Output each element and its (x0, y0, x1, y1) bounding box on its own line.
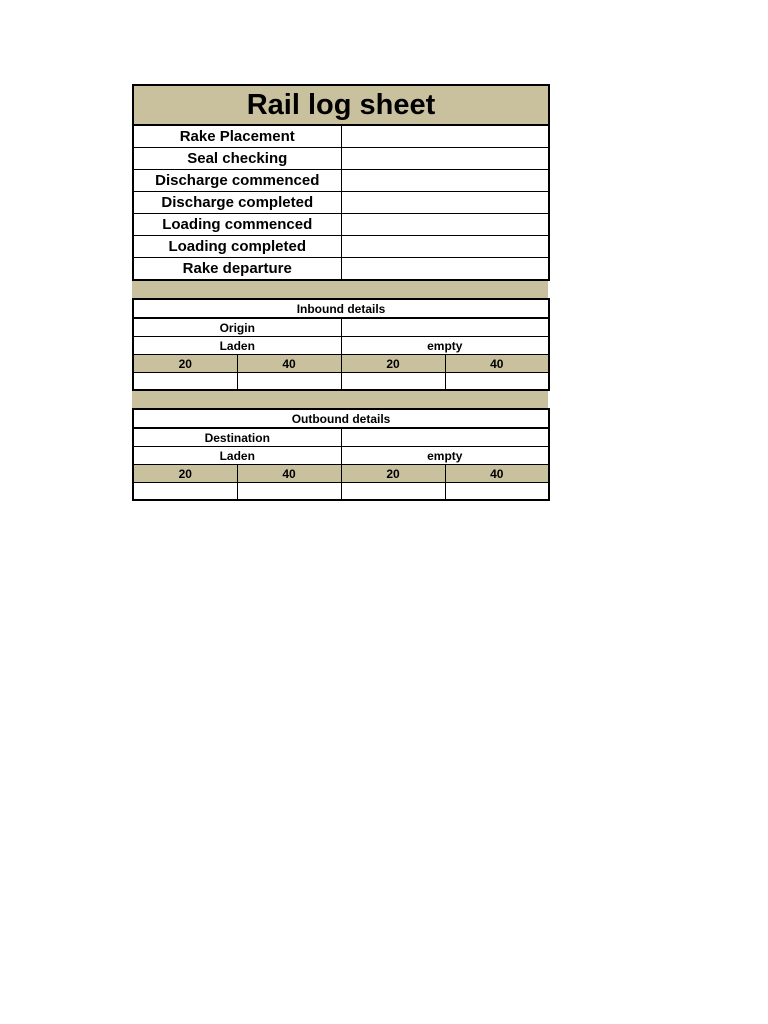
title-row (133, 85, 549, 125)
inbound-count-empty-20[interactable] (341, 373, 445, 391)
section-divider (132, 281, 548, 298)
outbound-size-laden-20: 20 (133, 465, 237, 483)
inbound-status-row (133, 337, 549, 355)
outbound-count-empty-20[interactable] (341, 483, 445, 501)
inbound-size-row (133, 355, 549, 373)
inbound-size-empty-40: 40 (445, 355, 549, 373)
outbound-destination-value[interactable] (341, 428, 549, 447)
inbound-origin-row (133, 318, 549, 337)
sheet-title: Rail log sheet (133, 85, 549, 125)
outbound-size-empty-40: 40 (445, 465, 549, 483)
section-divider (132, 391, 548, 408)
inbound-heading: Inbound details (133, 299, 549, 318)
outbound-empty-label: empty (341, 447, 549, 465)
log-label-discharge-completed: Discharge completed (133, 192, 341, 214)
inbound-laden-label: Laden (133, 337, 341, 355)
outbound-count-laden-40[interactable] (237, 483, 341, 501)
inbound-heading-row (133, 299, 549, 318)
log-value-discharge-commenced[interactable] (341, 170, 549, 192)
outbound-destination-row (133, 428, 549, 447)
inbound-table (132, 298, 550, 391)
inbound-origin-label: Origin (133, 318, 341, 337)
log-row (133, 214, 549, 236)
outbound-table (132, 408, 550, 501)
outbound-size-empty-20: 20 (341, 465, 445, 483)
outbound-destination-label: Destination (133, 428, 341, 447)
log-row (133, 236, 549, 258)
inbound-count-laden-20[interactable] (133, 373, 237, 391)
rail-log-sheet (132, 84, 548, 501)
log-label-loading-commenced: Loading commenced (133, 214, 341, 236)
log-row (133, 148, 549, 170)
inbound-origin-value[interactable] (341, 318, 549, 337)
inbound-size-laden-20: 20 (133, 355, 237, 373)
log-value-rake-placement[interactable] (341, 125, 549, 148)
log-table (132, 84, 550, 281)
inbound-count-laden-40[interactable] (237, 373, 341, 391)
log-label-seal-checking: Seal checking (133, 148, 341, 170)
log-row (133, 258, 549, 281)
outbound-count-row (133, 483, 549, 501)
log-row (133, 125, 549, 148)
log-label-rake-placement: Rake Placement (133, 125, 341, 148)
log-value-loading-completed[interactable] (341, 236, 549, 258)
log-label-loading-completed: Loading completed (133, 236, 341, 258)
log-value-rake-departure[interactable] (341, 258, 549, 281)
outbound-heading-row (133, 409, 549, 428)
log-value-seal-checking[interactable] (341, 148, 549, 170)
inbound-size-empty-20: 20 (341, 355, 445, 373)
outbound-heading: Outbound details (133, 409, 549, 428)
log-label-discharge-commenced: Discharge commenced (133, 170, 341, 192)
log-row (133, 192, 549, 214)
inbound-count-row (133, 373, 549, 391)
outbound-size-row (133, 465, 549, 483)
inbound-count-empty-40[interactable] (445, 373, 549, 391)
log-value-loading-commenced[interactable] (341, 214, 549, 236)
log-label-rake-departure: Rake departure (133, 258, 341, 281)
log-value-discharge-completed[interactable] (341, 192, 549, 214)
inbound-empty-label: empty (341, 337, 549, 355)
outbound-count-laden-20[interactable] (133, 483, 237, 501)
outbound-size-laden-40: 40 (237, 465, 341, 483)
log-row (133, 170, 549, 192)
inbound-size-laden-40: 40 (237, 355, 341, 373)
outbound-laden-label: Laden (133, 447, 341, 465)
outbound-count-empty-40[interactable] (445, 483, 549, 501)
outbound-status-row (133, 447, 549, 465)
